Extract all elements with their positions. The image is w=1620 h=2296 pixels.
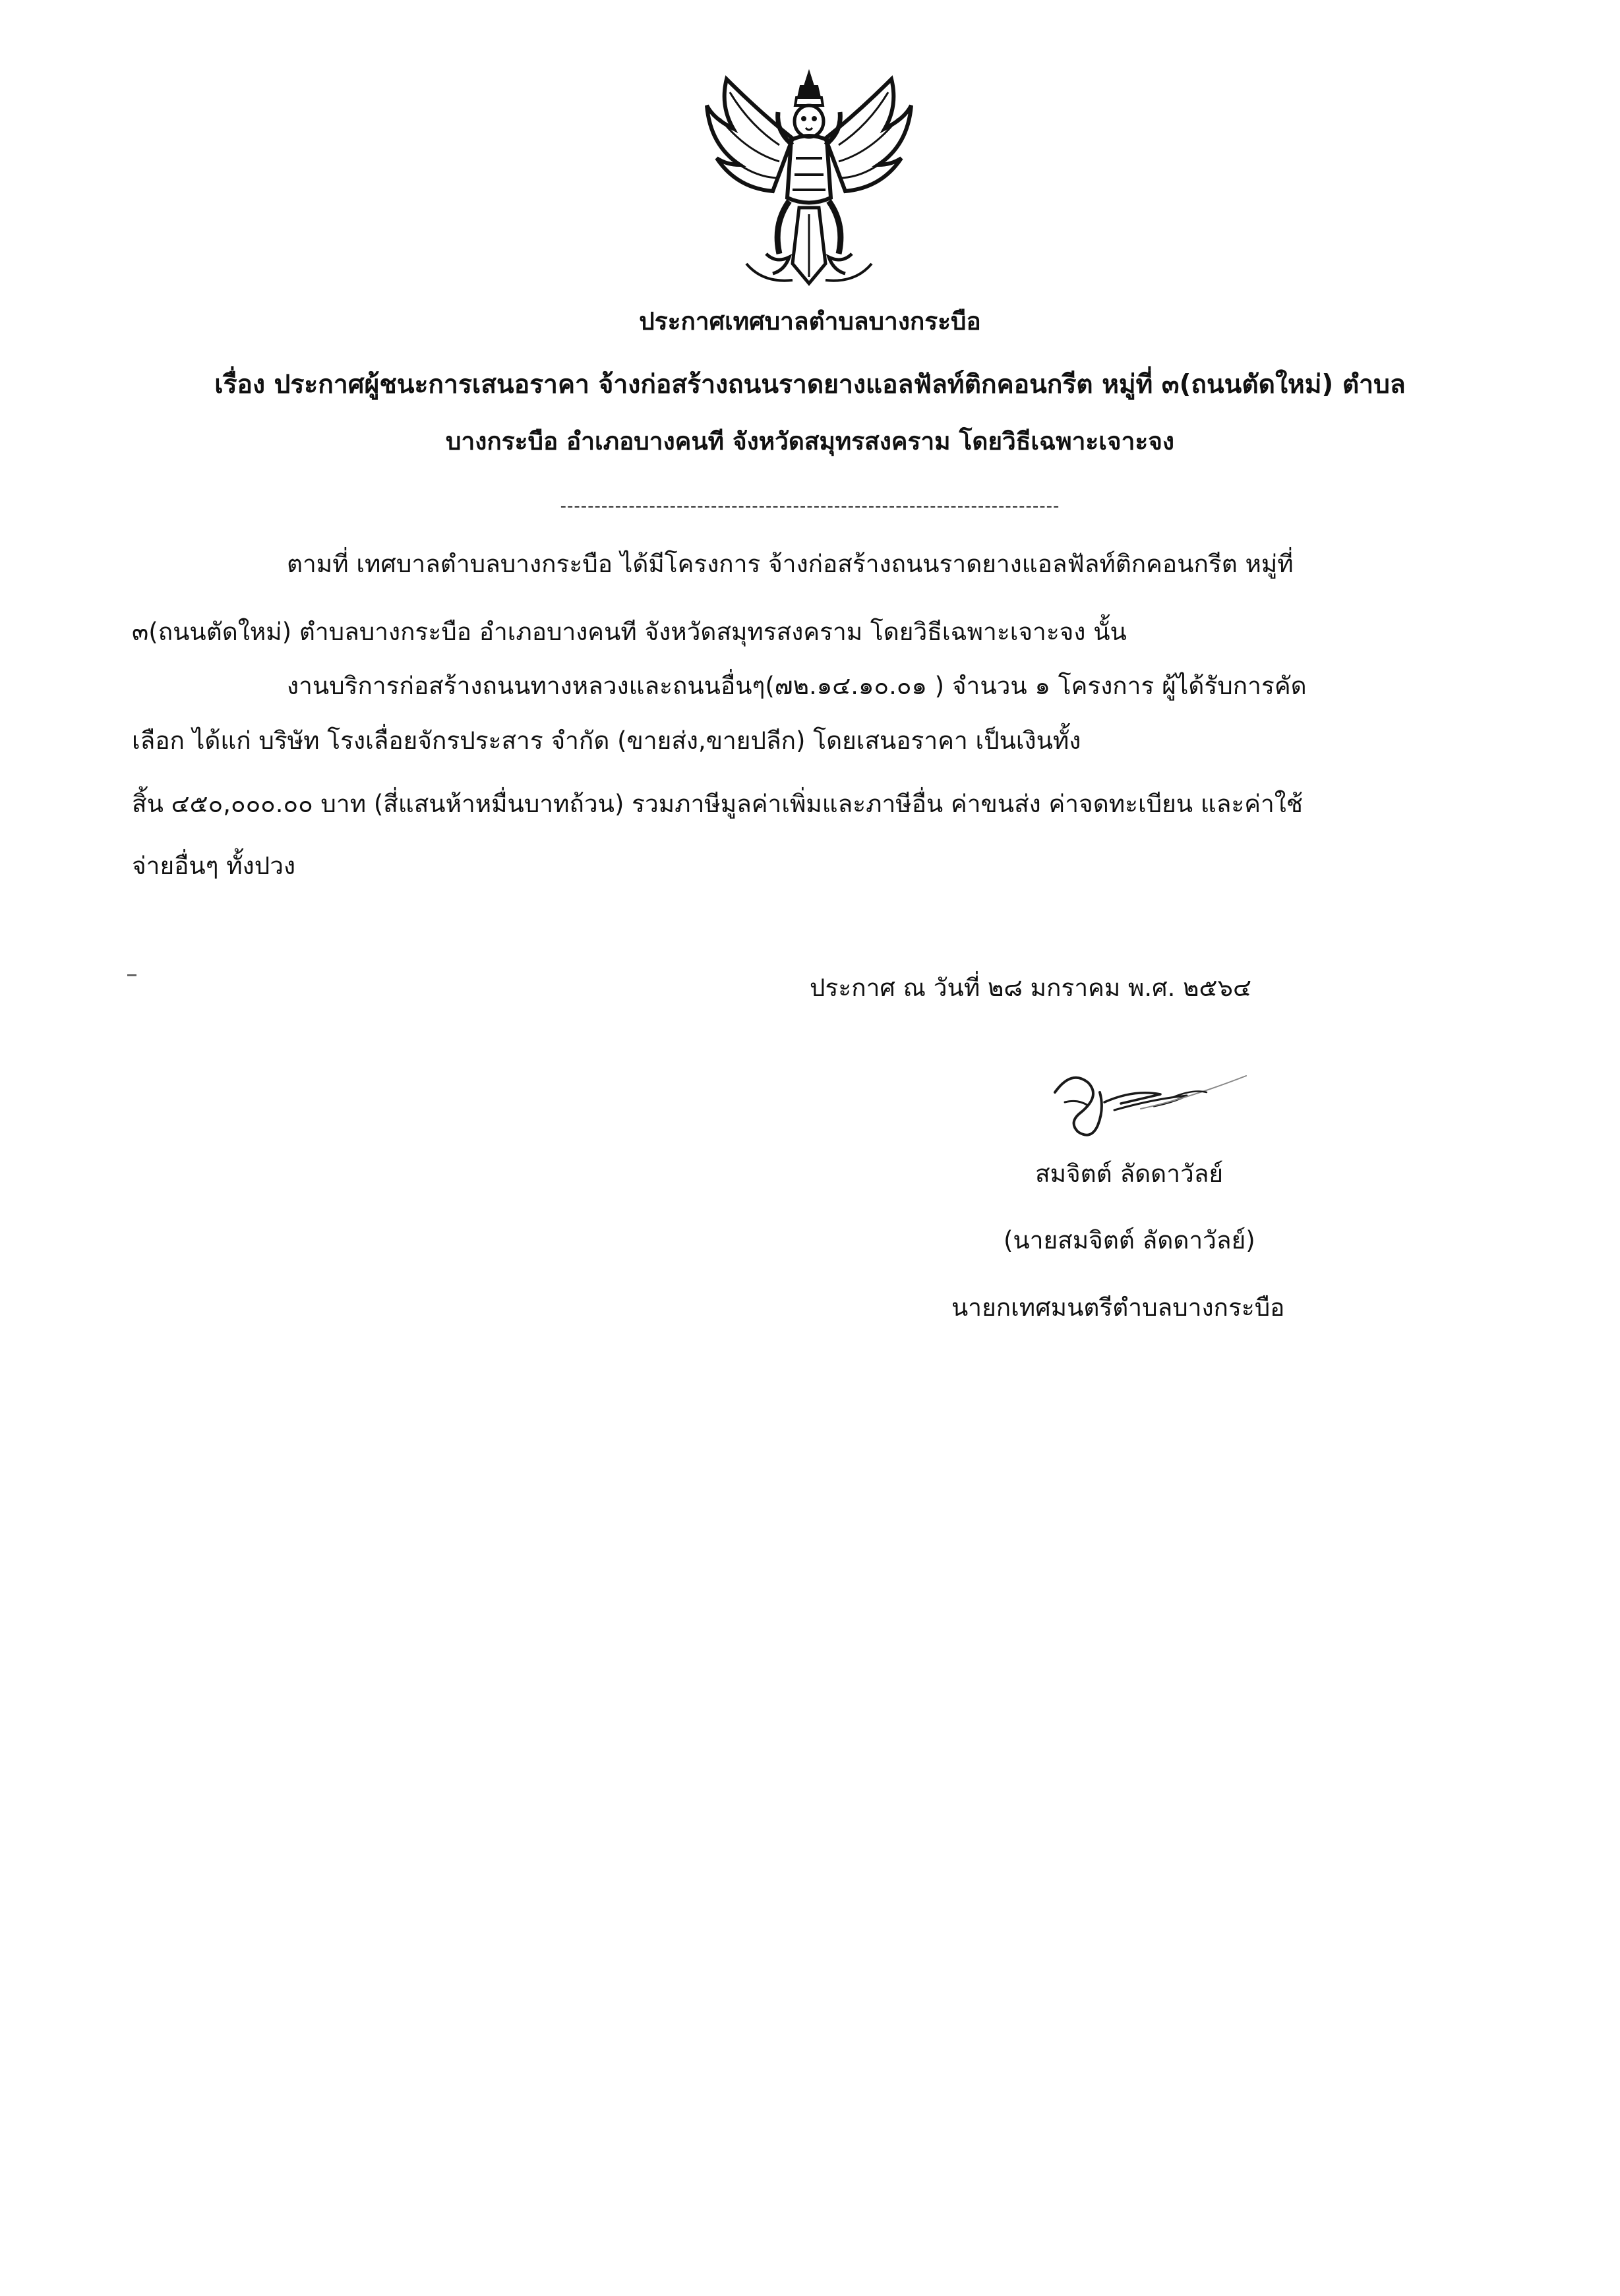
announcement-date: ประกาศ ณ วันที่ ๒๘ มกราคม พ.ศ. ๒๕๖๔ xyxy=(810,974,1252,1002)
signer-position: นายกเทศมนตรีตำบลบางกระบือ xyxy=(951,1293,1285,1322)
signer-name: สมจิตต์ ลัดดาวัลย์ xyxy=(1035,1160,1224,1188)
handwritten-signature-icon xyxy=(1042,1063,1259,1142)
announcement-title: ประกาศเทศบาลตำบลบางกระบือ xyxy=(639,307,981,336)
paragraph-1-line-1: ตามที่ เทศบาลตำบลบางกระบือ ได้มีโครงการ จ้างก่อสร้างถนนราดยางแอลฟัลท์ติกคอนกรีต หมู่ที่ xyxy=(287,550,1294,578)
paragraph-2-line-3: สิ้น ๔๕๐,๐๐๐.๐๐ บาท (สี่แสนห้าหมื่นบาทถ้วน) รวมภาษีมูลค่าเพิ่มและภาษีอื่น ค่าขนส่ง ค่าจดทะเบียน และค่าใช้ xyxy=(132,790,1303,818)
subject-line-1: เรื่อง ประกาศผู้ชนะการเสนอราคา จ้างก่อสร้างถนนราดยางแอลฟัลท์ติกคอนกรีต หมู่ที่ ๓(ถนนตัดใหม่) ตำบล xyxy=(214,370,1406,399)
paragraph-2-line-1: งานบริการก่อสร้างถนนทางหลวงและถนนอื่นๆ(๗๒.๑๔.๑๐.๐๑ ) จำนวน ๑ โครงการ ผู้ได้รับการคัด xyxy=(287,672,1307,700)
subject-line-2: บางกระบือ อำเภอบางคนที จังหวัดสมุทรสงคราม โดยวิธีเฉพาะเจาะจง xyxy=(445,427,1174,456)
signer-full-name: (นายสมจิตต์ ลัดดาวัลย์) xyxy=(1004,1226,1255,1254)
paragraph-2-line-2: เลือก ได้แก่ บริษัท โรงเลื่อยจักรประสาร จำกัด (ขายส่ง,ขายปลีก) โดยเสนอราคา เป็นเงินทั้ง xyxy=(132,726,1081,755)
paragraph-2-line-4: จ่ายอื่นๆ ทั้งปวง xyxy=(132,852,296,880)
garuda-emblem-icon xyxy=(700,66,918,293)
header-divider: ------------------------------------------------------------------------- xyxy=(560,496,1060,516)
paragraph-1-line-2: ๓(ถนนตัดใหม่) ตำบลบางกระบือ อำเภอบางคนที จังหวัดสมุทรสงคราม โดยวิธีเฉพาะเจาะจง นั้น xyxy=(132,618,1127,646)
scan-speck xyxy=(127,974,136,976)
